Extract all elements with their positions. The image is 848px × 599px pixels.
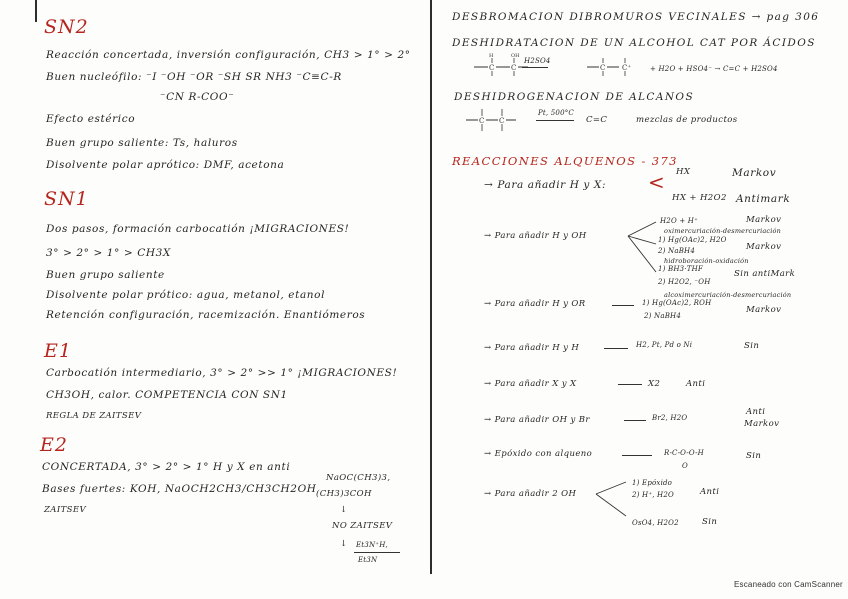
hor-sub: alcoximercuriación-desmercuriación xyxy=(664,291,792,299)
hh-arrow xyxy=(604,348,628,349)
dehydrogenation-note: mezclas de productos xyxy=(636,115,738,125)
page-divider xyxy=(430,0,432,574)
e1-line-3: REGLA DE ZAITSEV xyxy=(46,411,142,421)
hoh-sub-1: oximercuriación-desmercuriación xyxy=(664,227,782,235)
hx-note-1: Markov xyxy=(732,167,777,179)
e2-line-1: CONCERTADA, 3° > 2° > 1° H y X en anti xyxy=(42,461,291,473)
dehydration-header: DESHIDRATACION DE UN ALCOHOL CAT POR ÁCIDOS xyxy=(452,37,816,49)
hoh-reagent-3b: 2) H2O2, ⁻OH xyxy=(658,278,711,286)
svg-text:H: H xyxy=(489,53,494,59)
e2-side-1: NaOC(CH3)3, xyxy=(326,473,391,483)
e1-line-2: CH3OH, calor. COMPETENCIA CON SN1 xyxy=(46,389,288,401)
e2-side-2: (CH3)3COH xyxy=(316,489,372,499)
hoh-sub-3: hidroboración-oxidación xyxy=(664,257,749,265)
sn1-line-2: 3° > 2° > 1° > CH3X xyxy=(46,247,171,259)
svg-text:C: C xyxy=(479,117,485,125)
e2-side-arrow-2: ↓ xyxy=(340,539,348,549)
e2-side-3: NO ZAITSEV xyxy=(332,521,393,531)
diol-note-2: Sin xyxy=(702,517,718,527)
hoh-note-1: Markov xyxy=(746,215,782,225)
debromination-header: DESBROMACION DIBROMUROS VECINALES → pag 306 xyxy=(452,11,820,23)
e2-side-4: Et3N⁺H, xyxy=(356,541,388,549)
dehydration-reagent: H2SO4 xyxy=(524,57,551,65)
hx-note-2: Antimark xyxy=(736,193,791,205)
svg-text:C: C xyxy=(489,64,495,72)
hoh-note-2: Markov xyxy=(746,242,782,252)
ohbr-reagent: Br2, H2O xyxy=(652,414,688,422)
hor-label: → Para añadir H y OR xyxy=(484,299,586,309)
epoxide-reagent: R-C-O-O-H xyxy=(664,449,704,457)
dehydration-arrow xyxy=(522,67,548,68)
xx-label: → Para añadir X y X xyxy=(484,379,577,389)
alkane-structure xyxy=(466,104,522,134)
diol-reagent-2: OsO4, H2O2 xyxy=(632,519,679,527)
dehydration-products: + H2O + HSO4⁻ → C=C + H2SO4 xyxy=(650,65,778,73)
xx-reagent: X2 xyxy=(648,379,661,389)
e2-line-3: ZAITSEV xyxy=(44,505,87,515)
hx-reagent-2: HX + H2O2 xyxy=(672,193,727,203)
alkenes-heading: REACCIONES ALQUENOS - 373 xyxy=(452,154,678,168)
e2-heading: E2 xyxy=(40,434,68,456)
diol-note-1: Anti xyxy=(700,487,720,497)
dehydrogenation-catalyst: Pt, 500°C xyxy=(538,109,574,117)
sn2-line-1: Reacción concertada, inversión configuración, CH3 > 1° > 2° xyxy=(46,49,411,61)
diol-branch-lines xyxy=(594,478,630,524)
dehydrogenation-product: C=C xyxy=(586,115,608,125)
fraction-bar xyxy=(354,552,400,553)
margin-mark xyxy=(35,0,37,22)
hoh-branch-lines xyxy=(626,216,658,286)
svg-text:OH: OH xyxy=(511,53,520,59)
hor-note: Markov xyxy=(746,305,782,315)
epoxide-note: Sin xyxy=(746,451,762,461)
ohbr-note-1: Anti xyxy=(746,407,766,417)
sn1-heading: SN1 xyxy=(44,188,89,210)
sn2-heading: SN2 xyxy=(44,16,89,38)
hoh-label: → Para añadir H y OH xyxy=(484,231,587,241)
hor-reagent-2: 2) NaBH4 xyxy=(644,312,682,320)
dehydrogenation-header: DESHIDROGENACION DE ALCANOS xyxy=(454,91,695,103)
svg-text:C: C xyxy=(600,64,606,72)
ohbr-label: → Para añadir OH y Br xyxy=(484,415,590,425)
carbocation-structure xyxy=(585,52,645,78)
diol-reagent-1b: 2) H⁺, H2O xyxy=(632,491,674,499)
diol-label: → Para añadir 2 OH xyxy=(484,489,577,499)
epoxide-label: → Epóxido con alqueno xyxy=(484,449,593,459)
e1-line-1: Carbocatión intermediario, 3° > 2° >> 1° ¡MIGRACIONES! xyxy=(46,367,398,379)
sn2-line-2: Buen nucleófilo: ⁻I ⁻OH ⁻OR ⁻SH SR NH3 ⁻C≡C-R xyxy=(46,71,342,83)
sn2-line-5: Buen grupo saliente: Ts, haluros xyxy=(46,137,238,149)
sn1-line-1: Dos pasos, formación carbocatión ¡MIGRACIONES! xyxy=(46,223,350,235)
hoh-reagent-2a: 1) Hg(OAc)2, H2O xyxy=(658,236,727,244)
sn1-line-4: Disolvente polar prótico: agua, metanol, etanol xyxy=(46,289,326,301)
e2-line-2: Bases fuertes: KOH, NaOCH2CH3/CH3CH2OH xyxy=(42,483,317,495)
xx-arrow xyxy=(618,384,642,385)
hx-label: → Para añadir H y X: xyxy=(484,179,607,191)
scanner-watermark: Escaneado con CamScanner xyxy=(734,580,843,589)
hh-label: → Para añadir H y H xyxy=(484,343,580,353)
hoh-reagent-1: H2O + H⁺ xyxy=(660,217,699,225)
ohbr-arrow xyxy=(624,420,646,421)
sn2-line-3: ⁻CN R-COO⁻ xyxy=(160,91,235,103)
hoh-reagent-3a: 1) BH3·THF xyxy=(658,265,703,273)
ohbr-note-2: Markov xyxy=(744,419,780,429)
hor-arrow xyxy=(612,305,634,306)
hoh-reagent-2b: 2) NaBH4 xyxy=(658,247,696,255)
e1-heading: E1 xyxy=(44,340,72,362)
hh-reagent: H2, Pt, Pd o Ni xyxy=(636,341,693,349)
e2-side-5: Et3N xyxy=(358,556,378,564)
alcohol-structure xyxy=(462,52,572,78)
svg-text:C: C xyxy=(499,117,505,125)
epoxide-arrow xyxy=(622,455,652,456)
svg-text:C⁺: C⁺ xyxy=(622,64,632,72)
sn2-line-6: Disolvente polar aprótico: DMF, acetona xyxy=(46,159,285,171)
epoxide-reagent-o: O xyxy=(682,462,688,470)
hx-reagent-1: HX xyxy=(676,167,691,177)
e2-side-arrow: ↓ xyxy=(340,505,348,515)
hh-note: Sin xyxy=(744,341,760,351)
diol-reagent-1a: 1) Epóxido xyxy=(632,479,673,487)
sn2-line-4: Efecto estérico xyxy=(46,113,136,125)
xx-note: Anti xyxy=(686,379,706,389)
hx-brace: < xyxy=(648,170,666,194)
sn1-line-5: Retención configuración, racemización. Enantiómeros xyxy=(46,309,366,321)
hor-reagent-1: 1) Hg(OAc)2, ROH xyxy=(642,299,712,307)
svg-text:C: C xyxy=(511,64,517,72)
dehydrogenation-arrow xyxy=(536,120,574,121)
hoh-note-3: Sin antiMark xyxy=(734,269,796,279)
sn1-line-3: Buen grupo saliente xyxy=(46,269,165,281)
